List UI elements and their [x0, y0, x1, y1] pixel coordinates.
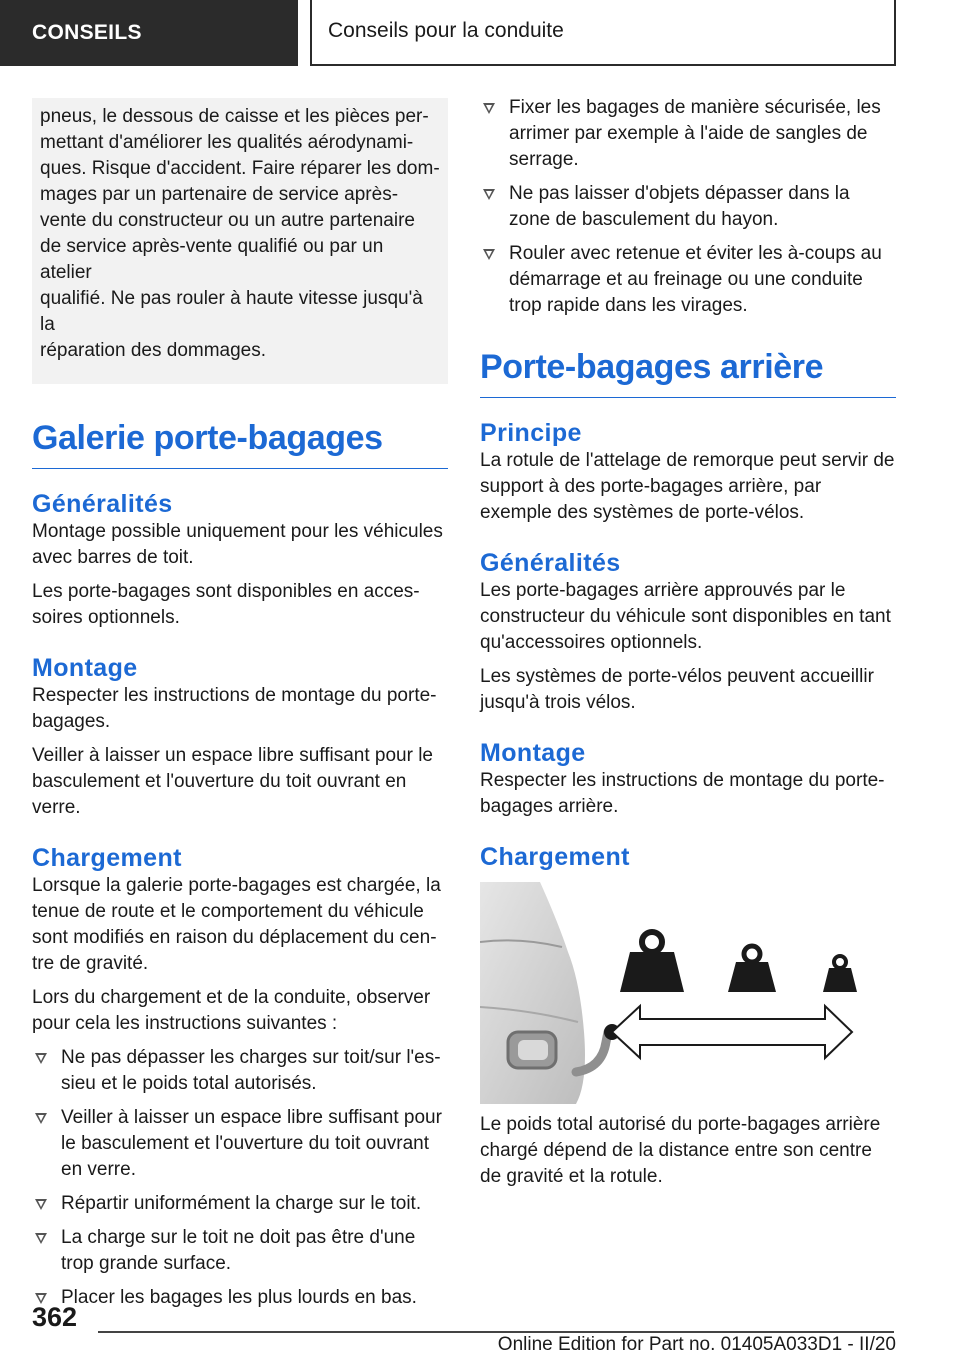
paragraph: Respecter les instructions de montage du porte- bagages. [32, 685, 437, 732]
subheading-generalites: Généralités [480, 549, 621, 577]
paragraph: Respecter les instructions de montage du porte- bagages arrière. [480, 770, 885, 817]
subheading-montage: Montage [480, 739, 586, 767]
triangle-bullet-icon [35, 1199, 47, 1210]
right-column [480, 98, 896, 1190]
bullet-list [32, 1045, 448, 1311]
triangle-bullet-icon [35, 1113, 47, 1124]
paragraph: Montage possible uniquement pour les véhicules avec barres de toit. [32, 521, 443, 568]
bullet-list [480, 95, 896, 319]
car-bumper-shape [480, 882, 585, 1104]
warning-box [32, 98, 448, 384]
triangle-bullet-icon [483, 103, 495, 114]
triangle-bullet-icon [483, 249, 495, 260]
rear-carrier-load-illustration [480, 882, 860, 1104]
distance-arrow-icon [612, 1006, 852, 1058]
paragraph: Les porte-bagages sont disponibles en acces‐ soires optionnels. [32, 581, 420, 628]
paragraph: La rotule de l'attelage de remorque peut servir de support à des porte-bagages arrière, par exemple des systèmes de porte-vélos. [480, 450, 895, 523]
list-item: Fixer les bagages de manière sécurisée, les arrimer par exemple à l'aide de sangles de serrage. [480, 95, 896, 173]
figure-caption: Le poids total autorisé du porte-bagages arrière chargé dépend de la distance entre son centre de gravité et la rotule. [480, 1114, 881, 1187]
page-number: 362 [32, 1302, 78, 1332]
triangle-bullet-icon [35, 1053, 47, 1064]
chapter-title: Conseils pour la conduite [310, 0, 896, 66]
subheading-generalites: Généralités [32, 490, 173, 518]
paragraph: Les porte-bagages arrière approuvés par le constructeur du véhicule sont disponibles en tant qu'accessoires optionnels. [480, 580, 891, 653]
paragraph: Lors du chargement et de la conduite, observer pour cela les instructions suivantes : [32, 987, 431, 1034]
warning-line: qualifié. Ne pas rouler à haute vitesse jusqu'à la [40, 288, 423, 335]
list-item: Veiller à laisser un espace libre suffisant pour le basculement et l'ouverture du toit ouvrant en verre. [32, 1105, 448, 1183]
left-column [32, 98, 448, 1311]
warning-line: ques. Risque d'accident. Faire réparer les dom‐ [40, 158, 440, 179]
warning-line: mettant d'améliorer les qualités aérodynami‐ [40, 132, 414, 153]
list-item: Placer les bagages les plus lourds en bas. [32, 1285, 448, 1311]
large-weight-icon [620, 932, 684, 992]
list-item: Ne pas dépasser les charges sur toit/sur l'es‐ sieu et le poids total autorisés. [32, 1045, 448, 1097]
edition-text: Online Edition for Part no. 01405A033D1 - II/20 [497, 1334, 896, 1355]
footer-divider [98, 1331, 894, 1333]
section-heading: Galerie porte-bagages [32, 418, 448, 469]
triangle-bullet-icon [483, 189, 495, 200]
paragraph: Les systèmes de porte-vélos peuvent accueillir jusqu'à trois vélos. [480, 666, 874, 713]
list-item: La charge sur le toit ne doit pas être d'une trop grande surface. [32, 1225, 448, 1277]
subheading-chargement: Chargement [480, 843, 630, 871]
subheading-chargement: Chargement [32, 844, 182, 872]
list-item: Rouler avec retenue et éviter les à-coups au démarrage et au freinage ou une conduite trop rapide dans les virages. [480, 241, 896, 319]
list-item: Ne pas laisser d'objets dépasser dans la zone de basculement du hayon. [480, 181, 896, 233]
paragraph: Veiller à laisser un espace libre suffisant pour le basculement et l'ouverture du toit ouvrant en verre. [32, 745, 433, 818]
section-tab: CONSEILS [0, 0, 298, 66]
subheading-principe: Principe [480, 419, 582, 447]
paragraph: Lorsque la galerie porte-bagages est chargée, la tenue de route et le comportement du véhicule sont modifiés en raison du déplacement du cen‐ tre de gravité. [32, 875, 441, 974]
subheading-montage: Montage [32, 654, 138, 682]
list-item: Répartir uniformément la charge sur le toit. [32, 1191, 448, 1217]
section-heading: Porte-bagages arrière [480, 347, 896, 398]
warning-line: pneus, le dessous de caisse et les pièces per‐ [40, 106, 429, 127]
warning-line: réparation des dommages. [40, 340, 267, 361]
illustration-svg [480, 882, 860, 1104]
warning-line: mages par un partenaire de service après- [40, 184, 399, 205]
page-header [0, 0, 960, 66]
warning-line: de service après-vente qualifié ou par un atelier [40, 236, 384, 283]
warning-line: vente du constructeur ou un autre partenaire [40, 210, 415, 231]
small-weight-icon [823, 956, 857, 992]
triangle-bullet-icon [35, 1233, 47, 1244]
medium-weight-icon [728, 946, 776, 992]
